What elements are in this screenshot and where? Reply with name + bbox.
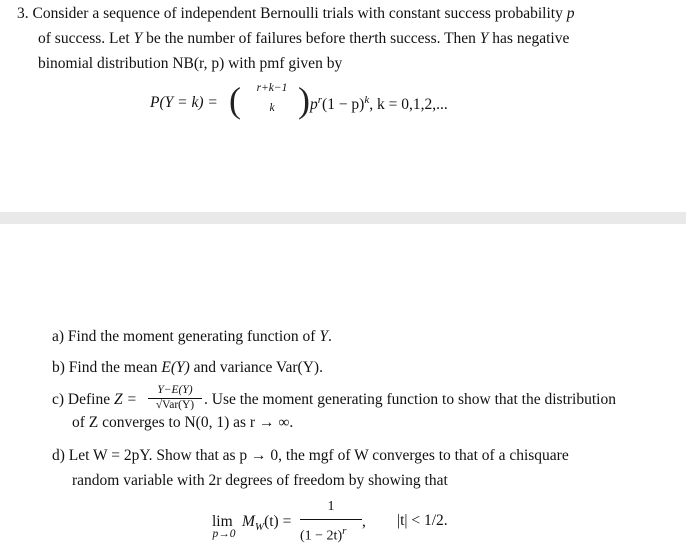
d-frac-den: $(1 - 2t)^r$ <box>300 525 347 544</box>
binom-top: r+k−1 <box>256 82 288 94</box>
c-frac-num: Y−E(Y) <box>157 384 193 396</box>
lim-sub: p→0 <box>212 528 236 540</box>
mgf-w: $M_W(t)$ = <box>242 513 292 534</box>
binom-right-paren: ) <box>298 80 310 120</box>
problem-number: 3. <box>17 5 29 22</box>
part-c-line-2: of Z converges to N(0, 1) as r → ∞. <box>72 414 294 431</box>
pmf-rhs: $p^r(1 - p)^k$, k = 0,1,2,... <box>310 94 448 114</box>
problem-line-1 <box>17 4 574 24</box>
page-separator <box>0 212 686 224</box>
part-d-line-1: d) Let W = 2pY. Show that as p → 0, the mgf of W converges to that of a chisquare <box>52 447 569 464</box>
var-p: p <box>566 5 575 22</box>
d-condition: |t| < 1/2. <box>397 512 448 529</box>
d-frac-num: 1 <box>327 499 335 514</box>
problem-line-2: of success. Let Y be the number of failures before therth success. Then Y has negative <box>38 30 570 47</box>
d-frac-bar <box>300 519 362 520</box>
pmf-lhs: P(Y = k) = <box>150 94 218 111</box>
c-frac-den: √Var(Y) <box>155 399 195 411</box>
part-b: b) Find the mean E(Y) and variance Var(Y). <box>52 359 323 376</box>
lim-word: lim <box>212 513 233 530</box>
part-c-line-1-rest: . Use the moment generating function to show that the distribution <box>204 391 616 408</box>
part-c-line-1: c) Define Z = <box>52 391 137 408</box>
intro-text-1: Consider a sequence of independent Bernoulli trials with constant success probability <box>32 5 563 22</box>
part-a: a) Find the moment generating function of Y. <box>52 328 332 345</box>
d-comma: , <box>362 513 366 530</box>
part-d-line-2: random variable with 2r degrees of freedom by showing that <box>72 472 448 489</box>
binom-bottom: k <box>269 102 275 114</box>
problem-line-3: binomial distribution NB(r, p) with pmf given by <box>38 55 343 72</box>
binom-left-paren: ( <box>229 80 241 120</box>
